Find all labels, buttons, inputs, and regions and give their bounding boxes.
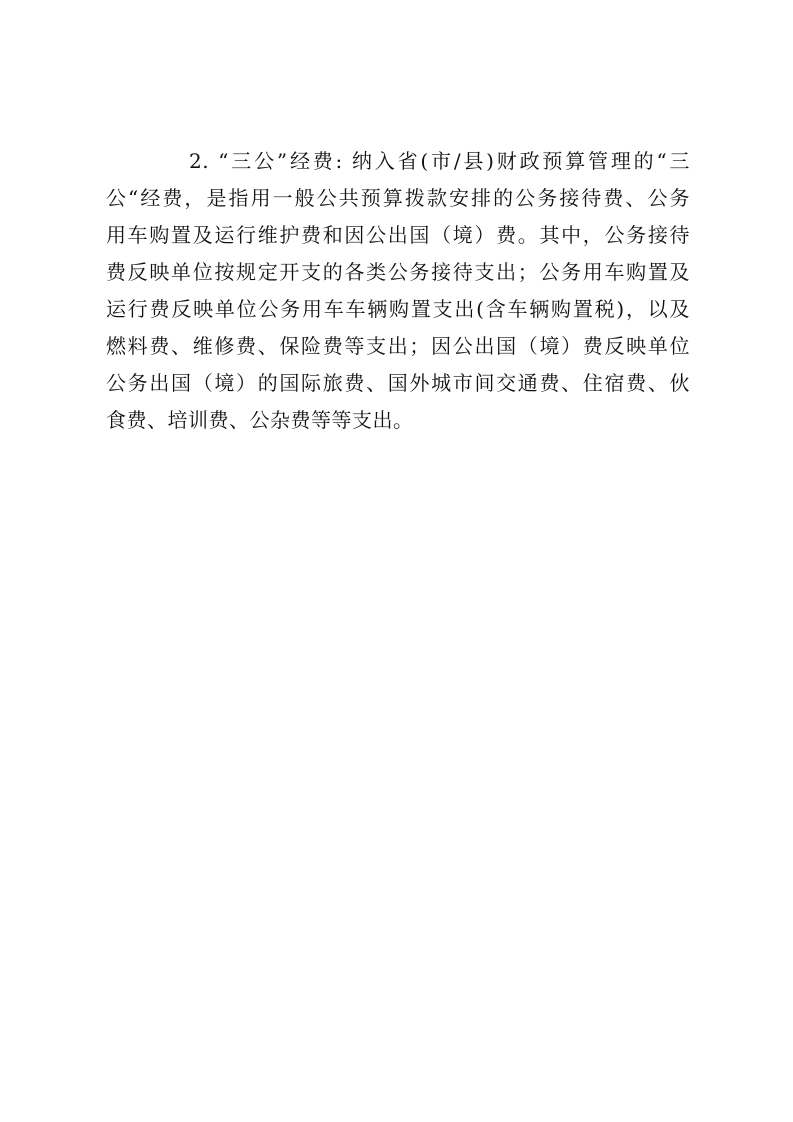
- paragraph-line-2: 公“经费，是指用一般公共预算拨款安排的公务接待费、公务: [106, 186, 690, 210]
- paragraph-line-5: 运行费反映单位公务用车车辆购置支出(含车辆购置税)，以及: [106, 297, 690, 321]
- paragraph-line-4: 费反映单位按规定开支的各类公务接待支出；公务用车购置及: [106, 260, 690, 284]
- paragraph-line-1: 2. “三公”经费: 纳入省(市/县)财政预算管理的“三: [189, 149, 690, 173]
- paragraph-line-3: 用车购置及运行维护费和因公出国（境）费。其中，公务接待: [106, 223, 690, 247]
- paragraph-line-6: 燃料费、维修费、保险费等支出；因公出国（境）费反映单位: [106, 334, 690, 358]
- paragraph-line-7: 公务出国（境）的国际旅费、国外城市间交通费、住宿费、伙: [106, 371, 690, 395]
- three-public-expenses-paragraph: [106, 143, 690, 439]
- paragraph-line-8: 食费、培训费、公杂费等等支出。: [106, 408, 414, 432]
